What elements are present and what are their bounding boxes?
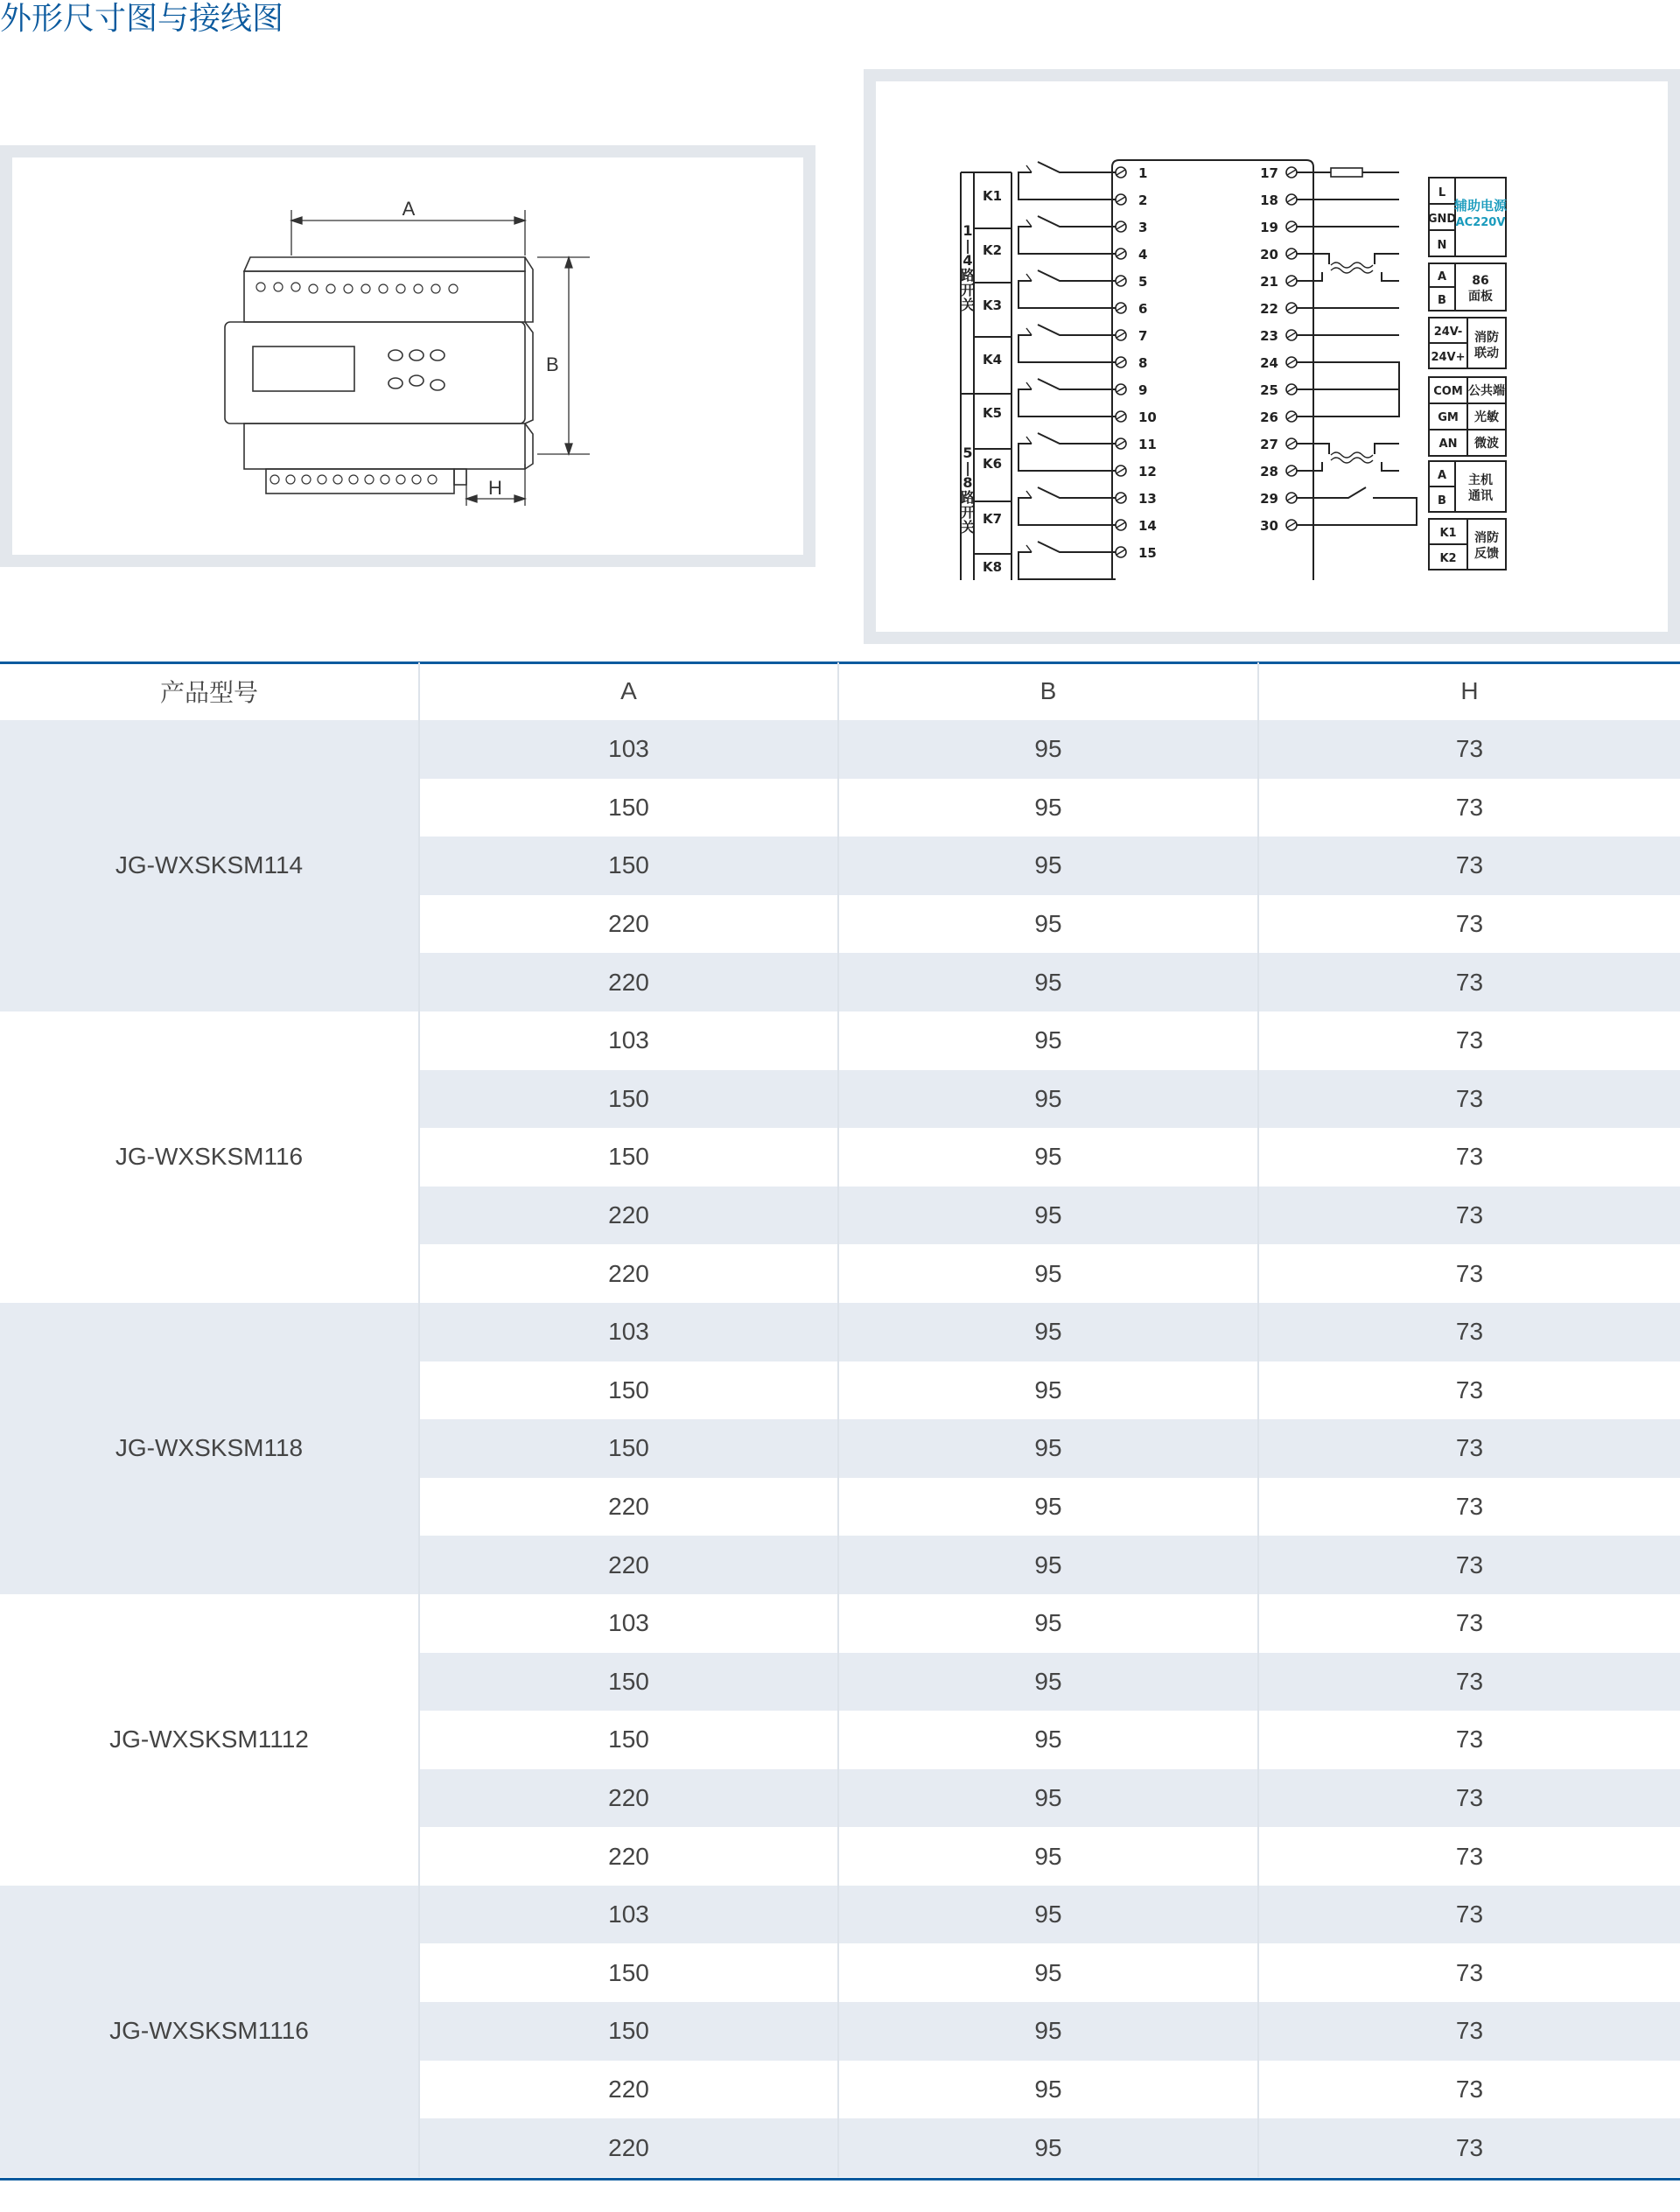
table-header-row	[0, 662, 1680, 720]
terminal-screw-slot	[1287, 441, 1296, 446]
aux-power-pin: N	[1437, 239, 1447, 252]
value-cell-b: 95	[838, 1012, 1258, 1070]
dimension-drawing-panel	[0, 145, 816, 567]
group-2-label-char: |	[965, 459, 970, 476]
value-cell-a: 103	[419, 1303, 838, 1362]
value-cell-b: 95	[838, 1070, 1258, 1129]
switch-label-k6: K6	[982, 456, 1003, 472]
value-cell-b: 95	[838, 1419, 1258, 1478]
value-cell-a: 150	[419, 1419, 838, 1478]
panel86-pin: B	[1438, 294, 1446, 307]
fire-link-pin: 24V+	[1431, 351, 1466, 364]
value-cell-a: 220	[419, 1244, 838, 1303]
wiring-diagram-panel	[864, 69, 1680, 644]
right-terminal-number: 26	[1260, 410, 1278, 425]
panel86-label-2: 面板	[1468, 290, 1493, 304]
page-title: 外形尺寸图与接线图	[0, 1, 284, 37]
left-terminal-number: 5	[1138, 274, 1148, 290]
aux-power-title: 辅助电源	[1453, 198, 1508, 214]
group-2-label-char: 路	[960, 489, 976, 506]
value-cell-b: 95	[838, 1886, 1258, 1944]
value-cell-a: 150	[419, 1070, 838, 1129]
left-terminal-number: 1	[1138, 165, 1148, 181]
value-cell-a: 150	[419, 836, 838, 895]
value-cell-a: 103	[419, 720, 838, 779]
switch-contact-mark	[1026, 437, 1032, 444]
value-cell-b: 95	[838, 836, 1258, 895]
terminal-screw-slot	[1287, 414, 1296, 419]
terminal-screw-slot	[1287, 170, 1296, 175]
switch-contact-mark	[1026, 165, 1032, 172]
switch-contact-wire	[1018, 270, 1116, 308]
com-pin: COM	[1433, 385, 1463, 398]
left-terminal-number: 9	[1138, 382, 1148, 398]
group-1-label-char: 4	[962, 252, 973, 269]
dimension-label-h: H	[488, 477, 502, 499]
dimension-label-a: A	[402, 198, 416, 220]
terminal-screw-slot	[1287, 197, 1296, 202]
value-cell-h: 73	[1258, 1594, 1680, 1653]
value-cell-a: 220	[419, 1827, 838, 1886]
terminal-screw-slot	[1116, 278, 1125, 284]
right-terminal-number: 22	[1260, 301, 1278, 317]
terminal-screw-slot	[1116, 305, 1125, 311]
value-cell-h: 73	[1258, 1186, 1680, 1245]
host-comm-pin: B	[1438, 494, 1446, 508]
value-cell-b: 95	[838, 1536, 1258, 1594]
right-terminal-number: 29	[1260, 491, 1278, 507]
switch-contact-wire	[1018, 542, 1116, 579]
fire-link-label-2: 联动	[1474, 346, 1499, 360]
right-terminal-number: 28	[1260, 464, 1278, 480]
dimension-table	[0, 662, 1680, 2177]
value-cell-h: 73	[1258, 1886, 1680, 1944]
switch-contact-mark	[1026, 545, 1032, 552]
model-cell: JG-WXSKSM114	[0, 720, 419, 1012]
left-terminal-number: 3	[1138, 220, 1148, 235]
an-pin: AN	[1438, 438, 1458, 451]
group-1-label-char: 关	[960, 297, 976, 313]
left-terminal-number: 14	[1138, 518, 1157, 534]
value-cell-b: 95	[838, 2118, 1258, 2177]
value-cell-b: 95	[838, 1186, 1258, 1245]
right-terminal-number: 25	[1260, 382, 1278, 398]
value-cell-a: 150	[419, 1653, 838, 1712]
value-cell-h: 73	[1258, 1827, 1680, 1886]
terminal-screw-slot	[1116, 197, 1125, 202]
model-cell: JG-WXSKSM118	[0, 1303, 419, 1594]
value-cell-h: 73	[1258, 836, 1680, 895]
aux-power-sub: AC220V	[1455, 216, 1506, 229]
value-cell-a: 220	[419, 953, 838, 1012]
value-cell-h: 73	[1258, 1419, 1680, 1478]
header-b: B	[838, 662, 1258, 720]
panel86-label-1: 86	[1472, 274, 1489, 288]
value-cell-b: 95	[838, 2002, 1258, 2061]
group-2-label-char: 8	[962, 474, 973, 491]
left-terminal-number: 2	[1138, 192, 1148, 208]
switch-label-k3: K3	[982, 298, 1003, 313]
right-terminal-number: 17	[1260, 165, 1278, 181]
value-cell-b: 95	[838, 2061, 1258, 2119]
switch-label-k1: K1	[982, 188, 1003, 204]
dimension-label-b: B	[546, 354, 559, 375]
value-cell-h: 73	[1258, 1244, 1680, 1303]
fire-link-label-1: 消防	[1474, 331, 1499, 345]
value-cell-h: 73	[1258, 1128, 1680, 1186]
an-label: 微波	[1474, 437, 1499, 451]
table-bottom-rule	[0, 2178, 1680, 2180]
value-cell-b: 95	[838, 895, 1258, 954]
terminal-screw-slot	[1287, 278, 1296, 284]
terminal-screw-slot	[1116, 550, 1125, 555]
value-cell-h: 73	[1258, 1070, 1680, 1129]
value-cell-a: 103	[419, 1012, 838, 1070]
fuse-icon	[1331, 168, 1362, 177]
fire-link-pin: 24V-	[1433, 326, 1463, 339]
value-cell-h: 73	[1258, 1478, 1680, 1536]
fire-feedback-pin: K2	[1439, 552, 1457, 565]
terminal-screw-slot	[1287, 360, 1296, 365]
model-cell: JG-WXSKSM116	[0, 1012, 419, 1303]
twisted-pair-icon	[1331, 452, 1373, 463]
header-h: H	[1258, 662, 1680, 720]
fire-feedback-label-1: 消防	[1474, 531, 1499, 545]
switch-contact-wire	[1018, 216, 1116, 254]
value-cell-b: 95	[838, 1362, 1258, 1420]
terminal-screw-slot	[1287, 522, 1296, 528]
header-a: A	[419, 662, 838, 720]
value-cell-h: 73	[1258, 895, 1680, 954]
fire-feedback-wire	[1297, 487, 1417, 525]
value-cell-b: 95	[838, 1478, 1258, 1536]
group-2-label-char: 关	[960, 519, 976, 536]
aux-power-pin: L	[1438, 186, 1446, 200]
right-terminal-number: 30	[1260, 518, 1278, 534]
panel86-pin: A	[1437, 270, 1447, 284]
sensor-wire	[1297, 362, 1399, 416]
value-cell-h: 73	[1258, 2002, 1680, 2061]
value-cell-h: 73	[1258, 953, 1680, 1012]
wiring-diagram	[876, 81, 1668, 632]
value-cell-h: 73	[1258, 1536, 1680, 1594]
switch-label-k2: K2	[982, 242, 1003, 258]
right-terminal-number: 20	[1260, 247, 1278, 262]
aux-power-pin: GND	[1427, 213, 1457, 226]
left-terminal-number: 6	[1138, 301, 1148, 317]
left-terminal-number: 11	[1138, 437, 1157, 452]
fire-feedback-label-2: 反馈	[1474, 547, 1499, 561]
terminal-screw-slot	[1287, 468, 1296, 473]
value-cell-h: 73	[1258, 1943, 1680, 2002]
value-cell-a: 150	[419, 1711, 838, 1769]
terminal-screw-slot	[1116, 495, 1125, 500]
value-cell-b: 95	[838, 1711, 1258, 1769]
right-terminal-number: 24	[1260, 355, 1278, 371]
terminal-screw-slot	[1287, 305, 1296, 311]
switch-contact-wire	[1018, 487, 1116, 525]
right-terminal-number: 23	[1260, 328, 1278, 344]
device-outline-drawing	[12, 158, 803, 555]
value-cell-a: 220	[419, 2118, 838, 2177]
terminal-screw-slot	[1116, 441, 1125, 446]
value-cell-a: 220	[419, 1478, 838, 1536]
switch-contact-wire	[1018, 325, 1116, 362]
value-cell-a: 220	[419, 2061, 838, 2119]
table-row	[0, 1886, 1680, 1944]
switch-contact-mark	[1026, 382, 1032, 389]
left-terminal-number: 7	[1138, 328, 1148, 344]
switch-contact-wire	[1018, 162, 1116, 200]
model-cell: JG-WXSKSM1112	[0, 1594, 419, 1886]
terminal-screw-slot	[1287, 495, 1296, 500]
value-cell-b: 95	[838, 1943, 1258, 2002]
value-cell-h: 73	[1258, 1012, 1680, 1070]
group-1-label-char: 1	[962, 222, 973, 239]
switch-label-k8: K8	[982, 559, 1003, 575]
value-cell-b: 95	[838, 1827, 1258, 1886]
switch-contact-wire	[1018, 379, 1116, 416]
value-cell-a: 220	[419, 1536, 838, 1594]
value-cell-h: 73	[1258, 720, 1680, 779]
value-cell-a: 150	[419, 1362, 838, 1420]
value-cell-b: 95	[838, 1128, 1258, 1186]
terminal-screw-slot	[1116, 414, 1125, 419]
left-terminal-number: 15	[1138, 545, 1157, 561]
left-terminal-number: 13	[1138, 491, 1157, 507]
right-terminal-number: 27	[1260, 437, 1278, 452]
terminal-screw-slot	[1116, 522, 1125, 528]
value-cell-b: 95	[838, 1653, 1258, 1712]
header-model: 产品型号	[159, 679, 258, 706]
value-cell-b: 95	[838, 720, 1258, 779]
terminal-screw-slot	[1116, 170, 1125, 175]
terminal-screw-slot	[1287, 224, 1296, 229]
terminal-screw-slot	[1116, 224, 1125, 229]
value-cell-h: 73	[1258, 1769, 1680, 1828]
group-1-label-char: 开	[960, 282, 976, 298]
value-cell-b: 95	[838, 779, 1258, 837]
terminal-screw-slot	[1287, 251, 1296, 256]
right-terminal-number: 19	[1260, 220, 1278, 235]
value-cell-a: 103	[419, 1886, 838, 1944]
value-cell-h: 73	[1258, 2061, 1680, 2119]
value-cell-a: 150	[419, 2002, 838, 2061]
group-1-label-char: 路	[960, 267, 976, 284]
table-row	[0, 1594, 1680, 1653]
terminal-screw-slot	[1116, 468, 1125, 473]
value-cell-a: 103	[419, 1594, 838, 1653]
terminal-screw-slot	[1287, 332, 1296, 338]
value-cell-b: 95	[838, 1594, 1258, 1653]
left-terminal-number: 4	[1138, 247, 1148, 262]
twisted-pair-icon	[1331, 262, 1373, 273]
switch-contact-mark	[1026, 328, 1032, 335]
left-terminal-number: 8	[1138, 355, 1148, 371]
fire-feedback-pin: K1	[1439, 527, 1457, 540]
terminal-screw-slot	[1116, 251, 1125, 256]
value-cell-h: 73	[1258, 779, 1680, 837]
switch-contact-mark	[1026, 274, 1032, 281]
terminal-screw-slot	[1287, 387, 1296, 392]
switch-contact-mark	[1026, 220, 1032, 227]
host-comm-pin: A	[1437, 469, 1447, 482]
com-label: 公共端	[1468, 384, 1505, 398]
table-row	[0, 720, 1680, 779]
value-cell-b: 95	[838, 1303, 1258, 1362]
left-terminal-number: 10	[1138, 410, 1157, 425]
gm-label: 光敏	[1474, 410, 1499, 424]
value-cell-a: 220	[419, 1186, 838, 1245]
value-cell-h: 73	[1258, 2118, 1680, 2177]
value-cell-h: 73	[1258, 1303, 1680, 1362]
host-comm-label-2: 通讯	[1468, 489, 1493, 503]
terminal-screw-slot	[1116, 360, 1125, 365]
gm-pin: GM	[1438, 411, 1459, 424]
switch-label-k5: K5	[982, 405, 1003, 421]
host-comm-label-1: 主机	[1468, 473, 1493, 487]
switch-label-k4: K4	[982, 352, 1003, 368]
value-cell-a: 220	[419, 1769, 838, 1828]
terminal-screw-slot	[1116, 387, 1125, 392]
value-cell-a: 220	[419, 895, 838, 954]
left-terminal-number: 12	[1138, 464, 1157, 480]
value-cell-b: 95	[838, 1769, 1258, 1828]
value-cell-h: 73	[1258, 1653, 1680, 1712]
switch-label-k7: K7	[982, 511, 1003, 527]
value-cell-h: 73	[1258, 1362, 1680, 1420]
terminal-screw-slot	[1116, 332, 1125, 338]
value-cell-b: 95	[838, 1244, 1258, 1303]
value-cell-a: 150	[419, 1943, 838, 2002]
group-2-label-char: 开	[960, 504, 976, 521]
group-2-label-char: 5	[962, 444, 973, 461]
right-terminal-number: 18	[1260, 192, 1278, 208]
group-1-label-char: |	[965, 237, 970, 254]
right-terminal-number: 21	[1260, 274, 1278, 290]
value-cell-a: 150	[419, 779, 838, 837]
value-cell-b: 95	[838, 953, 1258, 1012]
table-row	[0, 1303, 1680, 1362]
model-cell: JG-WXSKSM1116	[0, 1886, 419, 2177]
switch-contact-mark	[1026, 491, 1032, 498]
table-row	[0, 1012, 1680, 1070]
value-cell-a: 150	[419, 1128, 838, 1186]
value-cell-h: 73	[1258, 1711, 1680, 1769]
switch-contact-wire	[1018, 433, 1116, 471]
